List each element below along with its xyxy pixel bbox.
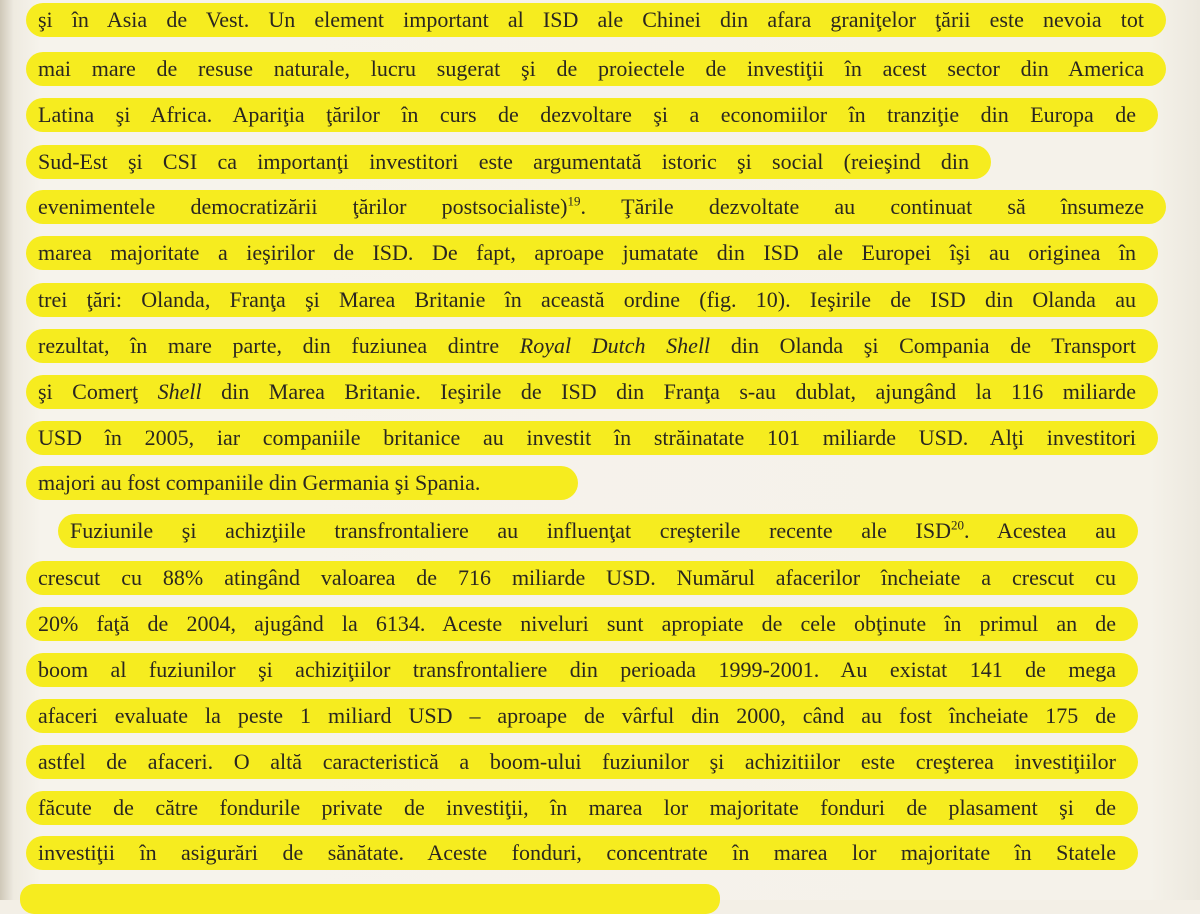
text-line-15: boom al fuziunilor şi achiziţiilor transfrontaliere din perioada 1999-2001. Au existat 141 de mega (26, 653, 1138, 687)
text-line-13: crescut cu 88% atingând valoarea de 716 miliarde USD. Numărul afacerilor încheiate a crescut cu (26, 561, 1138, 595)
line-9-pre: şi Comerţ (38, 379, 158, 404)
text-line-6: marea majoritate a ieşirilor de ISD. De fapt, aproape jumatate din ISD ale Europei îşi au originea în (26, 236, 1158, 270)
text-line-12 (58, 514, 1138, 548)
text-line-16: afaceri evaluate la peste 1 miliard USD – aproape de vârful din 2000, când au fost încheiate 175 de (26, 699, 1138, 733)
text-line-7: trei ţări: Olanda, Franţa şi Marea Britanie în această ordine (fig. 10). Ieşirile de ISD din Olanda au (26, 283, 1158, 317)
next-line-highlight-partial (20, 884, 720, 914)
text-line-17: astfel de afaceri. O altă caracteristică a boom-ului fuziunilor şi achizitiilor este creşterea investiţiilor (26, 745, 1138, 779)
text-line-2: mai mare de resuse naturale, lucru sugerat şi de proiectele de investiţii în acest sector din America (26, 52, 1166, 86)
text-line-11: majori au fost companiile din Germania şi Spania. (26, 466, 578, 500)
text-line-14: 20% faţă de 2004, ajugând la 6134. Aceste niveluri sunt apropiate de cele obţinute în primul an de (26, 607, 1138, 641)
line-8-pre: rezultat, în mare parte, din fuziunea dintre (38, 333, 520, 358)
text-line-8 (26, 329, 1158, 363)
text-line-5 (26, 190, 1166, 224)
text-line-10: USD în 2005, iar companiile britanice au investit în străinatate 101 miliarde USD. Alţi investitori (26, 421, 1158, 455)
footnote-19: 19 (567, 193, 581, 209)
line-9-post: din Marea Britanie. Ieşirile de ISD din Franţa s-au dublat, ajungând la 116 miliarde (201, 379, 1136, 404)
line-9-italic: Shell (157, 379, 202, 404)
text-line-4: Sud-Est şi CSI ca importanţi investitori este argumentată istoric şi social (reieşind din (26, 145, 991, 179)
text-line-3: Latina şi Africa. Apariţia ţărilor în curs de dezvoltare şi a economiilor în tranziţie din Europa de (26, 98, 1158, 132)
footnote-20: 20 (951, 517, 964, 533)
line-5-pre: evenimentele democratizării ţărilor postsocialiste) (38, 194, 568, 219)
line-8-post: din Olanda şi Compania de Transport (710, 333, 1136, 358)
text-line-9 (26, 375, 1158, 409)
line-8-italic: Royal Dutch Shell (519, 333, 711, 358)
line-12-pre: Fuziunile şi achizţiile transfrontaliere au influenţat creşterile recente ale ISD (70, 518, 951, 543)
text-line-18: făcute de către fondurile private de investiţii, în marea lor majoritate fonduri de plasament şi de (26, 791, 1138, 825)
book-spine-shadow (0, 0, 14, 900)
line-5-post: . Ţările dezvoltate au continuat să însumeze (580, 194, 1144, 219)
text-line-1: şi în Asia de Vest. Un element important al ISD ale Chinei din afara graniţelor ţării este nevoia tot (26, 3, 1166, 37)
text-line-19: investiţii în asigurări de sănătate. Aceste fonduri, concentrate în marea lor majoritate în Statele (26, 836, 1138, 870)
line-12-post: . Acestea au (964, 518, 1116, 543)
